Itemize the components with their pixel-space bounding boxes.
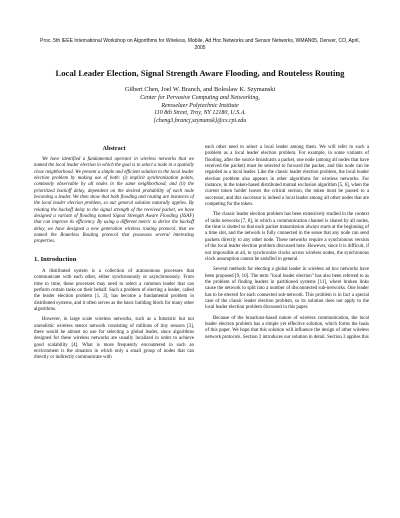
paper-title: Local Leader Election, Signal Strength Aware Flooding, and Routeless Routing <box>55 68 345 78</box>
body-paragraph: However, in large scale wireless networks, such as a futuristic but not unrealistic wireless sensor network consisting of millions of tiny sensors [3], there would be almost no use for selecting a global leader, since algorithms designed for these wireless networks are usually localized in order to achieve good scalability [4]. What is more frequently encountered in such an environment is the situation in which only a small group of nodes that can directly or indirectly communicate with <box>34 317 194 361</box>
affiliation-address: 110 8th Street, Troy, NY 12180, U.S.A. <box>154 110 246 117</box>
body-paragraph: Because of the broadcast-based nature of wireless communication, the local leader election problem has a simple yet effective solution, which forms the basis of this paper. We hope that this solution will influence the design of other wireless network protocols. Section 2 introduces our solution in detail. Section 3 applies this <box>205 315 369 340</box>
body-paragraph: The classic leader election problem has been extensively studied in the context of radio networks [7, 8], in which a communication channel is shared by all nodes, the time is slotted so that each packet transmission always starts at the beginning of a time slot, and the network is fully connected in the sense that any node can send packets directly to any other node. These networks require a synchronous version of the local leader election problem discussed here. However, since it is difficult, if not impossible at all, to synchronize clocks across wireless nodes, the synchronous clock assumption cannot be satisfied in general. <box>205 212 369 262</box>
right-column <box>205 145 369 345</box>
abstract-heading: Abstract <box>102 145 126 152</box>
author-emails: {cheng3,brancj,szymansk}@cs.rpi.edu <box>153 117 247 124</box>
affiliation-block <box>40 95 360 125</box>
body-paragraph: Several methods for electing a global leader in wireless ad hoc networks have been proposed [9, 10]. The term "local leader election" has also been referred to as the problem of finding leaders in partitioned systems [11], where broken links cause the network to split into a number of disconnected sub-networks. One leader has to be elected for each connected sub-network. This problem is in fact a special case of the classic leader election problem, so its solution does not apply to the local leader election problem discussed in this paper. <box>205 267 369 311</box>
proceedings-header: Proc. 5th IEEE International Workshop on Algorithms for Wireless, Mobile, Ad Hoc Networks and Sensor Networks, WMAN05, Denver, CO, April, 2005 <box>40 38 360 51</box>
affiliation-line: Center for Pervasive Computing and Networking, <box>140 95 260 101</box>
body-paragraph: A distributed system is a collection of autonomous processes that communicate with each other, either synchronously or asynchronously. From time to time, these processes may need to select a common leader that can perform certain tasks on their behalf. Such a problem of electing a leader, called the leader election problem [1, 2], has become a fundamental problem in distributed systems, and it often serves as the basic building block for many other algorithms. <box>34 268 194 312</box>
body-paragraph: each other need to select a local leader among them. We will refer to such a problem as a local leader election problem. For example, in some variants of flooding, after the source broadcasts a packet, one node (among all nodes that have received the packet) must be selected to forward the packet, and this node can be regarded as a local leader. Like the classic leader election problem, the local leader election problem also appears in other algorithms for wireless networks. For instance, in the token-based distributed mutual exclusion algorithm [5, 6], when the current token holder leaves the critical section, the token must be passed to a successor, and this successor is indeed a local leader among all other nodes that are competing for the token. <box>205 145 369 208</box>
section-heading: 1. Introduction <box>34 255 77 263</box>
affiliation-line: Rensselaer Polytechnic Institute <box>161 102 239 109</box>
abstract-text: We have identified a fundamental operator in wireless networks that we named the local leader election in which the goal is to select a node in a spatially close neighborhood. We present a simple and efficient solution to the local leader election problem by making use of both: (i) implicit synchronization points, commonly observable by all nodes in the same neighborhood, and (ii) the prioritized backoff delay, dependent on the desired probability of each node becoming a leader. We then show that both flooding and routing are instances of the local leader election problem, so our general solution naturally applies. By relating the backoff delay to the signal strength of the received packet, we have designed a variant of flooding named Signal Strength Aware Flooding (SSAF) that can improve its efficiency. By using a different metric to derive the backoff delay, we have designed a new generation wireless routing protocol, that we named the Routeless Routing protocol that possesses several interesting properties. <box>34 157 194 245</box>
author-list: Gilbert Chen, Joel W. Branch, and Boleslaw K. Szymanski <box>124 86 276 93</box>
left-column <box>34 145 194 366</box>
